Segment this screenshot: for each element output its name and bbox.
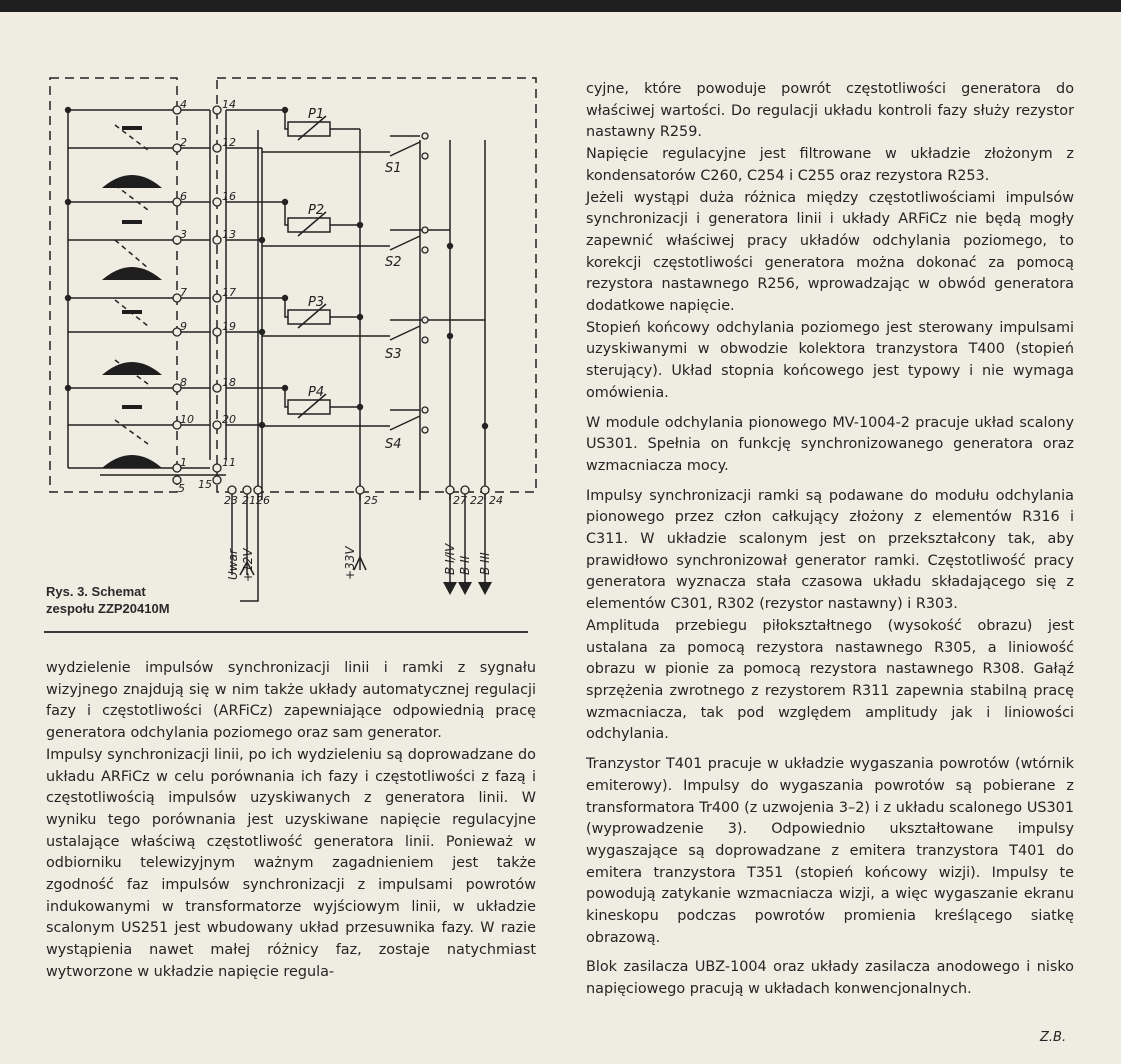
pin-label: 15: [198, 478, 212, 491]
paragraph: Impulsy synchronizacji ramki są podawane do modułu odchylania pionowego przez człon całkujący złożony z elementów R316 i C311. W układzie scalonym jest on przekształcony tak, aby prawidłowo synchronizował generator ramki. Częstotliwość pracy generatora wyznacza stała czasowa układu składającego się z elementów C301, R302 (rezystor nastawny) i R303.: [586, 487, 1074, 613]
paragraph: cyjne, które powoduje powrót częstotliwości generatora do właściwej wartości. Do regulacji układu kontroli fazy służy rezystor nastawny R259.: [586, 81, 1074, 141]
pin-label: 6: [180, 190, 187, 203]
pin-label: 13: [222, 228, 236, 241]
output-label: +33V: [343, 546, 357, 580]
pin-label: 21: [242, 494, 256, 507]
pin-label: 8: [180, 376, 187, 389]
potentiometer-label: P1: [308, 107, 325, 122]
potentiometer-label: P2: [308, 203, 325, 218]
output-label: B II: [458, 555, 472, 575]
switch-label: S1: [385, 161, 402, 176]
pin-label: 14: [222, 98, 236, 111]
pin-label: 19: [222, 320, 236, 333]
switch-label: S4: [385, 437, 402, 452]
paragraph: Stopień końcowy odchylania poziomego jest sterowany impulsami uzyskiwanymi w obwodzie kolektora tranzystora T400 (stopień sterujący). Układ stopnia końcowego jest typowy i nie wymaga omówienia.: [586, 319, 1074, 401]
paragraph: Impulsy synchronizacji linii, po ich wydzieleniu są doprowadzane do układu ARFiCz w celu porównania ich fazy i częstotliwości z fazą i częstotliwością impulsów uzyskiwanych z generatora linii. W wyniku tego porównania jest uzyskiwane napięcie regulacyjne ustalające właściwą częstotliwość generatora linii. Ponieważ w odbiorniku telewizyjnym ważnym zagadnieniem jest także zgodność faz impulsów synchronizacji z impulsami powrotów indukowanymi w transformatorze wyjściowym linii, w układzie scalonym US251 jest wbudowany układ przesuwnika fazy. W razie wystąpienia nawet małej różnicy faz, zostaje natychmiast wytworzone w układzie napięcie regula-: [46, 746, 536, 980]
pin-label: 23: [224, 494, 238, 507]
caption-divider: [44, 631, 528, 633]
paragraph: wydzielenie impulsów synchronizacji linii i ramki z sygnału wizyjnego znajdują się w nim także układy automatycznej regulacji fazy i częstotliwości (ARFiCz) zapewniające odpowiednią pracę generatora odchylania poziomego oraz sam generator.: [46, 660, 536, 742]
pin-label: 26: [256, 494, 270, 507]
pin-label: 24: [489, 494, 503, 507]
pin-label: 4: [180, 98, 187, 111]
pin-label: 25: [364, 494, 378, 507]
schematic-diagram: [40, 70, 550, 610]
output-label: B III: [478, 552, 492, 575]
potentiometer-label: P3: [308, 295, 325, 310]
pin-label: 9: [180, 320, 187, 333]
pin-label: 3: [180, 228, 187, 241]
paragraph: Tranzystor T401 pracuje w układzie wygaszania powrotów (wtórnik emiterowy). Impulsy do wygaszania powrotów są pobierane z transformatora Tr400 (z uzwojenia 3–2) i z układu scalonego US301 (wyprowadzenie 3). Odpowiednio ukształtowane impulsy wygaszające są doprowadzane z emitera tranzystora T401 do emitera tranzystora T351 (stopień końcowy wizji). Impulsy te powodują zatykanie wzmacniacza wizji, a więc wygaszanie ekranu kineskopu podczas powrotów promienia kreślącego siatkę obrazową.: [586, 756, 1074, 946]
author-signature: Z.B.: [1040, 1030, 1067, 1045]
pin-label: 2: [180, 136, 187, 149]
pin-label: 16: [222, 190, 236, 203]
switch-label: S2: [385, 255, 402, 270]
left-text-column: [46, 658, 536, 984]
pin-label: 5: [178, 482, 185, 495]
pin-label: 17: [222, 286, 236, 299]
pin-label: 10: [180, 413, 194, 426]
output-label: Uwar: [226, 549, 240, 580]
output-label: +12V: [241, 548, 255, 582]
switch-label: S3: [385, 347, 402, 362]
pin-label: 27: [453, 494, 467, 507]
paragraph: Blok zasilacza UBZ-1004 oraz układy zasilacza anodowego i nisko napięciowego pracują w układach konwencjonalnych.: [586, 959, 1074, 998]
caption-line: Rys. 3. Schemat: [46, 584, 146, 599]
paragraph: W module odchylania pionowego MV-1004-2 pracuje układ scalony US301. Spełnia on funkcję synchronizowanego generatora oraz wzmacniacza mocy.: [586, 414, 1074, 474]
page-top-border: [0, 0, 1121, 12]
pin-label: 11: [222, 456, 236, 469]
right-text-column: [586, 79, 1074, 1001]
pin-label: 7: [180, 286, 187, 299]
pin-label: 22: [470, 494, 484, 507]
figure-caption: [46, 583, 216, 617]
paragraph: Amplituda przebiegu piłokształtnego (wysokość obrazu) jest ustalana za pomocą rezystora nastawnego R305, a liniowość obrazu w pionie za pomocą rezystora nastawnego R308. Gałąź sprzężenia zwrotnego z rezystorem R311 zapewnia stabilną pracę wzmacniacza, tak pod względem amplitudy jak i liniowości odchylania.: [586, 617, 1074, 743]
potentiometer-label: P4: [308, 385, 325, 400]
pin-label: 20: [222, 413, 236, 426]
paragraph: Jeżeli wystąpi duża różnica między częstotliwościami impulsów synchronizacji i generatora linii i układy ARFiCz nie będą mogły zapewnić właściwej pracy układów odchylania poziomego, to korekcji częstotliwości generatora można dokonać za pomocą rezystora nastawnego R256, wprowadzając w obwód generatora dodatkowe napięcie.: [586, 189, 1074, 315]
output-label: B I/IV: [443, 543, 457, 575]
pin-label: 18: [222, 376, 236, 389]
pin-label: 12: [222, 136, 236, 149]
caption-line: zespołu ZZP20410M: [46, 601, 170, 616]
pin-label: 1: [180, 456, 187, 469]
paragraph: Napięcie regulacyjne jest filtrowane w układzie złożonym z kondensatorów C260, C254 i C255 oraz rezystora R253.: [586, 146, 1074, 184]
